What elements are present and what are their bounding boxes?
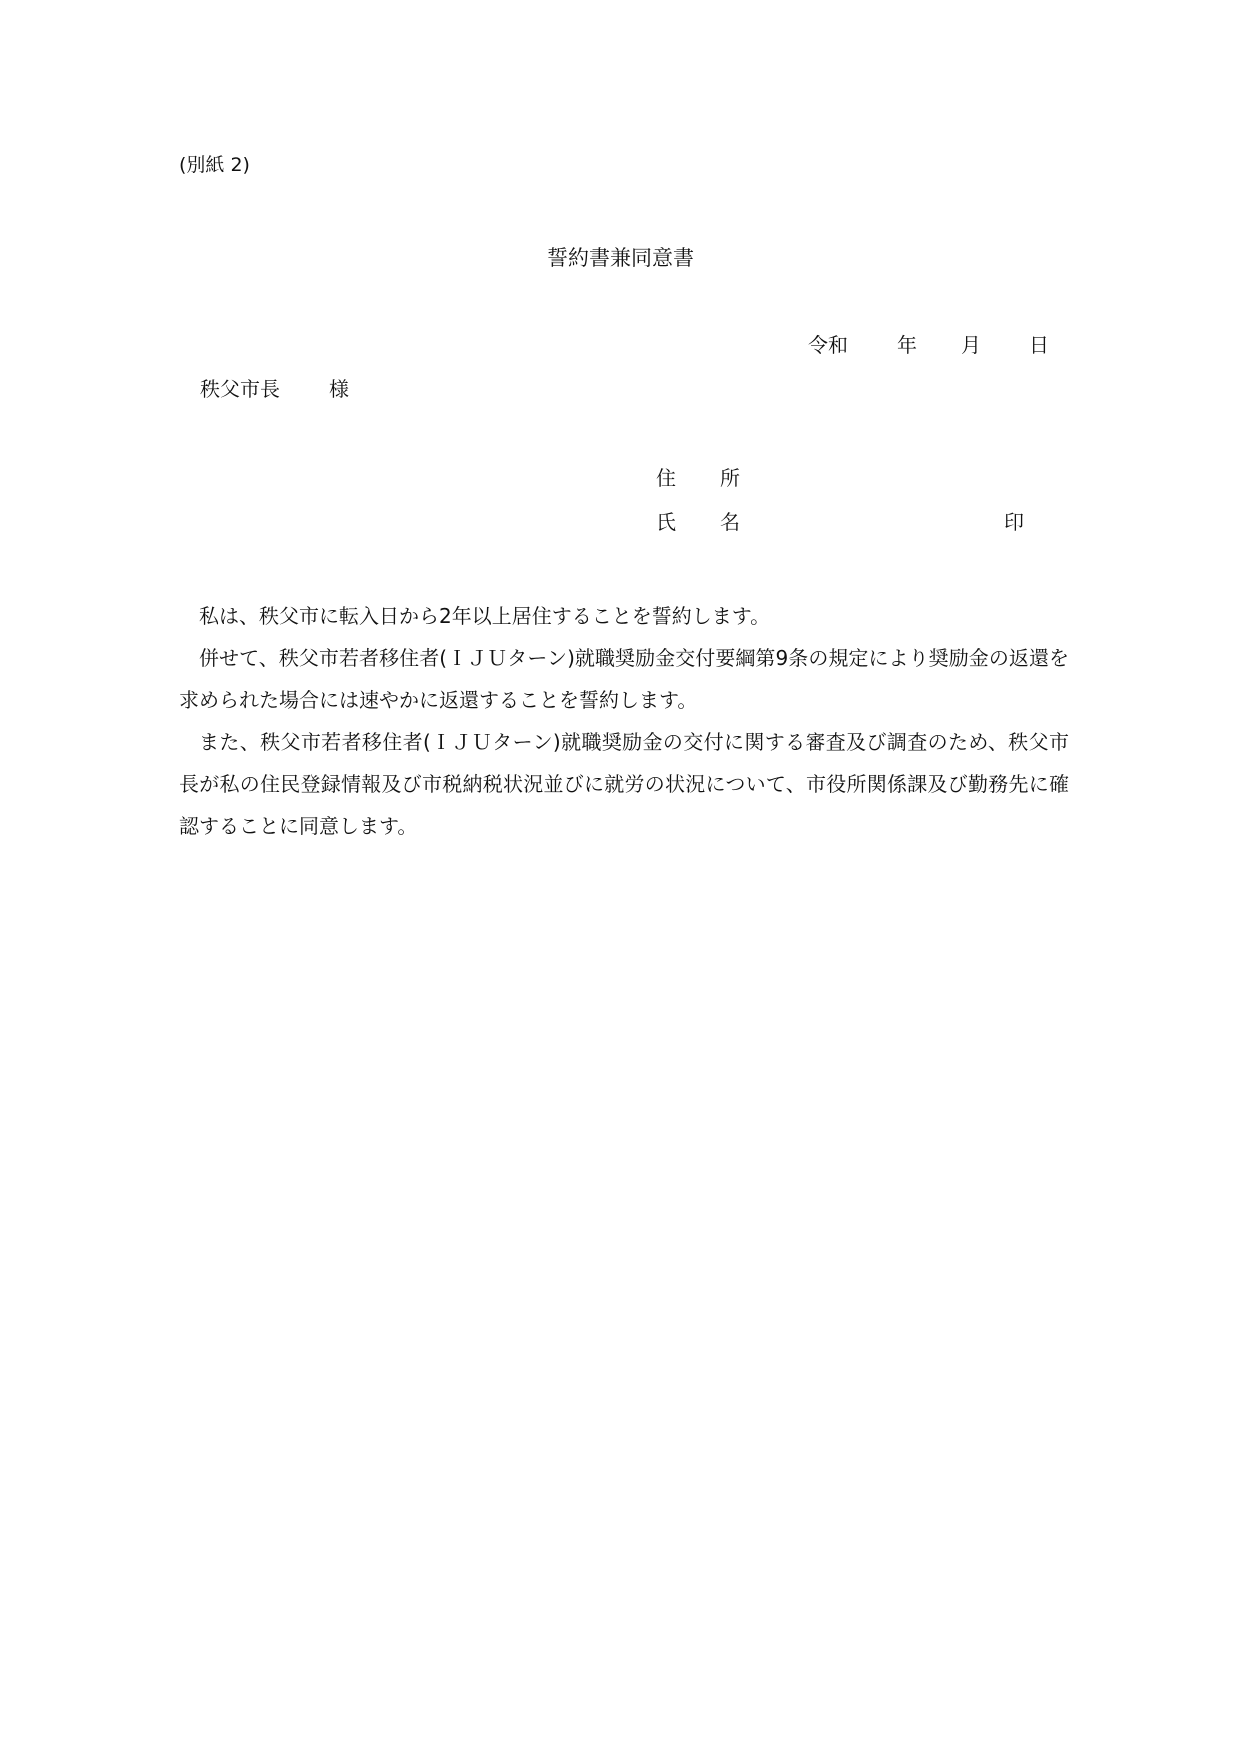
seal-mark: 印 [1004,510,1024,534]
address-label-char-1: 住 [656,466,676,490]
addressee-honorific: 様 [329,377,349,401]
date-month: 月 [961,333,981,357]
name-label-char-1: 氏 [656,510,676,534]
date-era: 令和 [808,333,848,357]
consent-paragraph: また、秩父市若者移住者(ＩＪＵターン)就職奨励金の交付に関する審査及び調査のため、秩父市長が私の住民登録情報及び市税納税状況並びに就労の状況について、市役所関係課及び勤務先に確認することに同意します。 [179,730,1069,838]
addressee-name: 秩父市長 [200,377,280,401]
pledge-paragraph-repayment: 併せて、秩父市若者移住者(ＩＪＵターン)就職奨励金交付要綱第9条の規定により奨励金の返還を求められた場合には速やかに返還することを誓約します。 [179,646,1069,712]
pledge-body [179,595,1069,847]
date-day: 日 [1029,333,1049,357]
name-label-char-2: 名 [720,510,740,534]
pledge-paragraph-residence: 私は、秩父市に転入日から2年以上居住することを誓約します。 [199,604,771,628]
address-label-char-2: 所 [720,466,740,490]
attachment-label: (別紙 2) [179,154,250,176]
document-title: 誓約書兼同意書 [547,246,694,270]
date-year: 年 [897,333,917,357]
